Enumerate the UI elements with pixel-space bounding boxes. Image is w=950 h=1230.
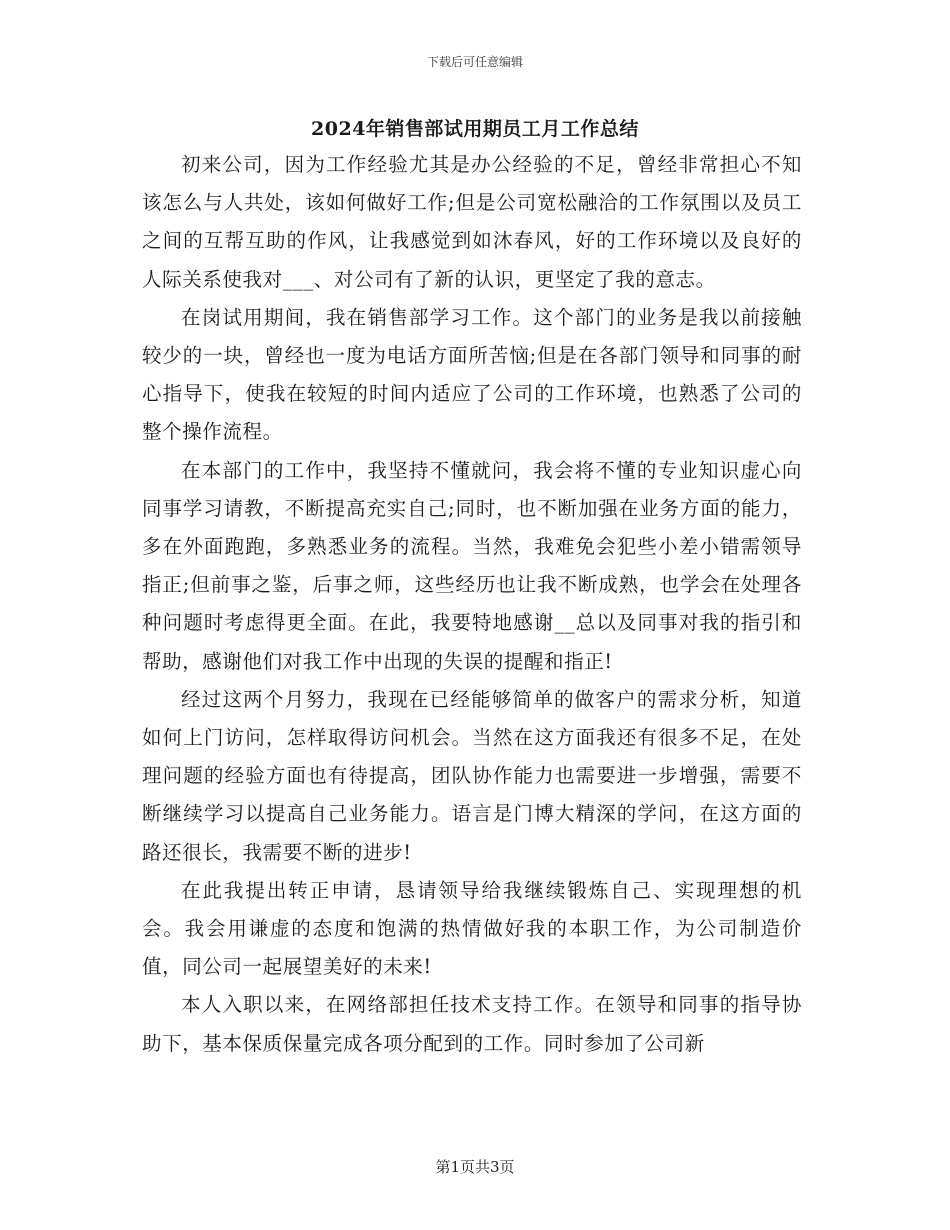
paragraph: 在岗试用期间，我在销售部学习工作。这个部门的业务是我以前接触较少的一块，曾经也一度为电话方面所苦恼;但是在各部门领导和同事的耐心指导下，使我在较短的时间内适应了公司的工作环境，也熟悉了公司的整个操作流程。 [142, 305, 802, 444]
page-header-note: 下载后可任意编辑 [426, 55, 523, 69]
paragraph: 在此我提出转正申请，恳请领导给我继续锻炼自己、实现理想的机会。我会用谦虚的态度和饱满的热情做好我的本职工作，为公司制造价值，同公司一起展望美好的未来! [142, 878, 802, 979]
paragraph: 本人入职以来，在网络部担任技术支持工作。在领导和同事的指导协助下，基本保质保量完成各项分配到的工作。同时参加了公司新 [142, 993, 802, 1055]
document-title: 2024年销售部试用期员工月工作总结 [311, 118, 639, 140]
paragraph: 经过这两个月努力，我现在已经能够简单的做客户的需求分析，知道如何上门访问，怎样取得访问机会。当然在这方面我还有很多不足，在处理问题的经验方面也有待提高，团队协作能力也需要进一步增强，需要不断继续学习以提高自己业务能力。语言是门博大精深的学问，在这方面的路还很长，我需要不断的进步! [142, 687, 802, 864]
document-body [142, 146, 802, 1063]
paragraph: 初来公司，因为工作经验尤其是办公经验的不足，曾经非常担心不知该怎么与人共处，该如何做好工作;但是公司宽松融洽的工作氛围以及员工之间的互帮互助的作风，让我感觉到如沐春风，好的工作环境以及良好的人际关系使我对___、对公司有了新的认识，更坚定了我的意志。 [142, 153, 802, 291]
paragraph: 在本部门的工作中，我坚持不懂就问，我会将不懂的专业知识虚心向同事学习请教，不断提高充实自己;同时，也不断加强在业务方面的能力，多在外面跑跑，多熟悉业务的流程。当然，我难免会犯些小差小错需领导指正;但前事之鉴，后事之师，这些经历也让我不断成熟，也学会在处理各种问题时考虑得更全面。在此，我要特地感谢__总以及同事对我的指引和帮助，感谢他们对我工作中出现的失误的提醒和指正! [142, 458, 802, 673]
page-number: 第1页共3页 [435, 1158, 515, 1176]
